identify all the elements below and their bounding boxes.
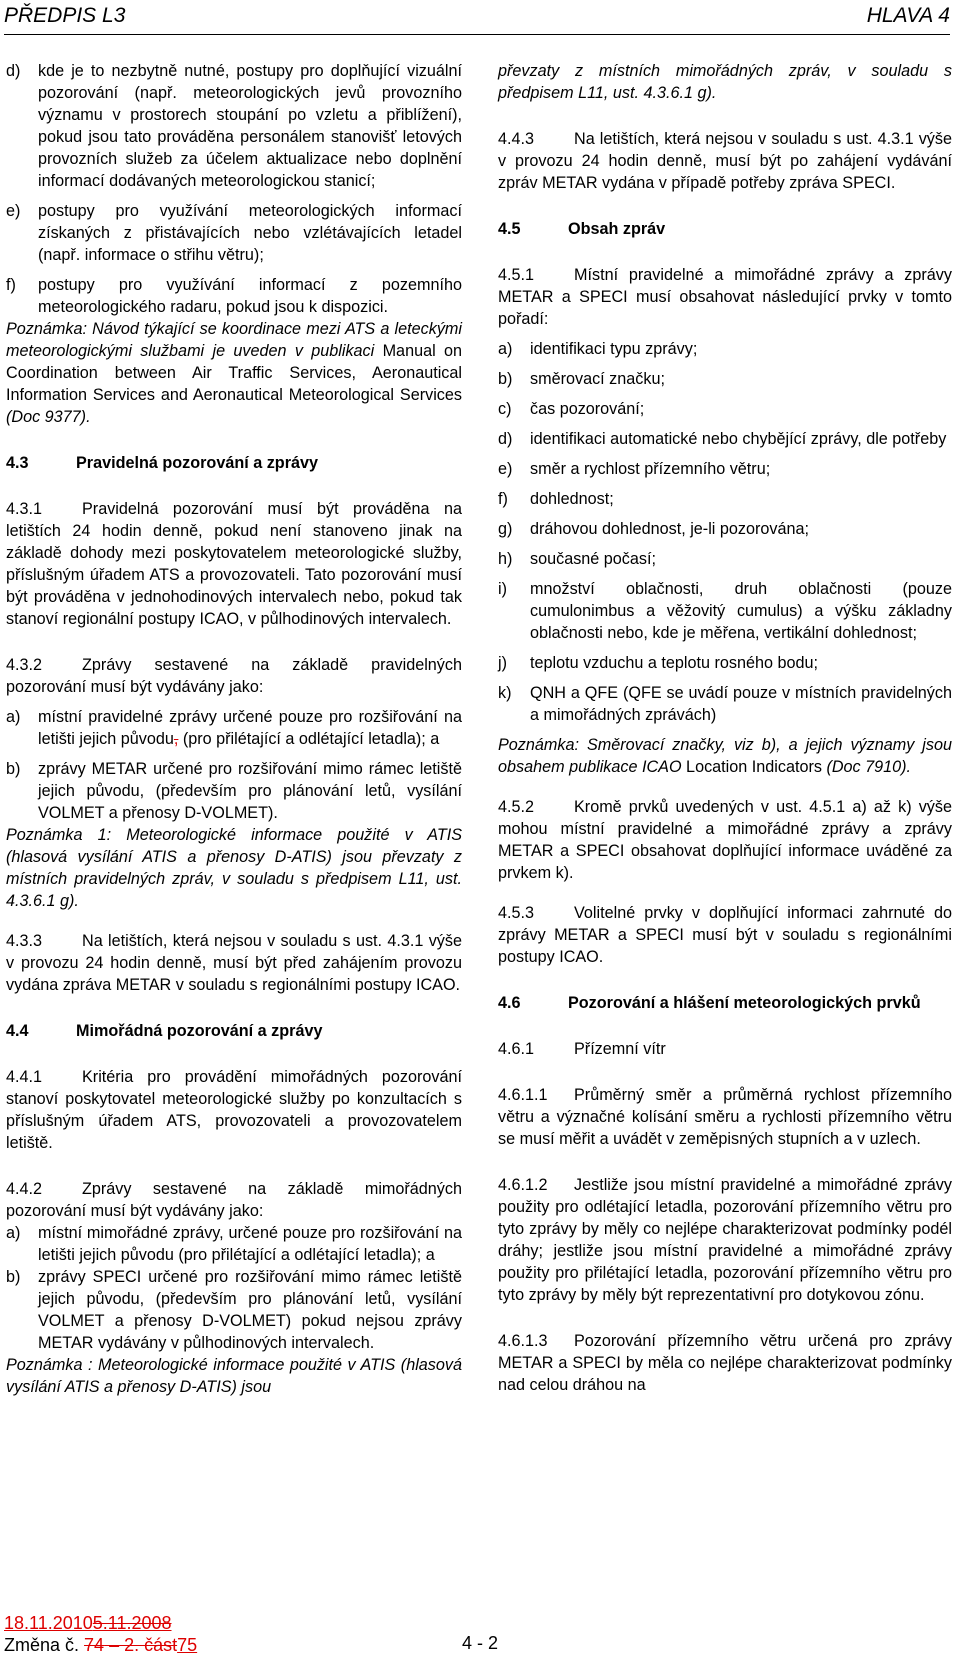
paragraph — [498, 1038, 952, 1060]
list-label: a) — [6, 708, 21, 726]
page-header — [4, 4, 950, 35]
list-item — [498, 652, 952, 674]
paragraph-number: 4.6.1.2 — [498, 1176, 548, 1194]
list-text: teplotu vzduchu a teplotu rosného bodu; — [530, 654, 818, 672]
paragraph-number: 4.5.1 — [498, 266, 535, 284]
section-heading — [6, 452, 462, 474]
list-text: současné počasí; — [530, 550, 656, 568]
list-text: identifikaci automatické nebo chybějící zprávy, dle potřeby — [530, 430, 947, 448]
paragraph-text: Volitelné prvky v doplňující informaci zahrnuté do zprávy METAR a SPECI musí být v souladu s regionálními postupy ICAO. — [498, 904, 952, 966]
list-text: QNH a QFE (QFE se uvádí pouze v místních pravidelných a mimořádných zprávách) — [530, 684, 952, 724]
list-text: místní mimořádné zprávy, určené pouze pro rozšiřování na letišti jejich původu (pro přilétající a odlétající letadla); a — [38, 1224, 462, 1264]
list-label: j) — [498, 654, 507, 672]
paragraph — [498, 796, 952, 884]
list-item — [6, 1266, 462, 1354]
paragraph-number: 4.3.1 — [6, 500, 43, 518]
list-label: d) — [498, 430, 513, 448]
section-heading — [498, 218, 952, 240]
amendment-new: 75 — [177, 1635, 198, 1655]
paragraph-number: 4.4.3 — [498, 130, 535, 148]
regulation-title: PŘEDPIS L3 — [4, 4, 126, 27]
list-item — [6, 274, 462, 318]
amendment-prefix: Změna č. — [4, 1635, 85, 1655]
list-text: postupy pro využívání meteorologických informací získaných z přistávajících nebo vzlétávajících letadel (např. informace o střihu větru); — [38, 202, 462, 264]
section-number: 4.4 — [6, 1022, 29, 1040]
list-label: a) — [498, 340, 513, 358]
paragraph-text: Průměrný směr a průměrná rychlost přízemního větru a význačné kolísání směru a rychlosti přízemního větru se musí měřit a uvádět v zeměpisných stupních a v uzlech. — [498, 1086, 952, 1148]
list-label: a) — [6, 1224, 21, 1242]
note-italic: Poznámka: Směrovací značky, viz b), a jejich významy jsou obsahem publikace ICAO — [498, 736, 952, 776]
chapter-title: HLAVA 4 — [866, 4, 950, 27]
note-italic: Poznámka: Návod týkající se koordinace mezi ATS a leteckými meteorologickými službami je uveden v publikaci — [6, 320, 462, 360]
list-label: i) — [498, 580, 507, 598]
section-title: Obsah zpráv — [568, 220, 666, 238]
paragraph-number: 4.6.1 — [498, 1040, 535, 1058]
list-text: množství oblačnosti, druh oblačnosti (pouze cumulonimbus a věžovitý cumulus) a výšku základny oblačnosti nebo, kde je měřena, vertikální dohlednost; — [530, 580, 952, 642]
paragraph-text: Kromě prvků uvedených v ust. 4.5.1 a) až k) výše mohou místní pravidelné a mimořádné zprávy a zprávy METAR a SPECI obsahovat doplňující informace uváděné za prvkem k). — [498, 798, 952, 882]
note-paragraph — [498, 734, 952, 778]
list-text: směr a rychlost přízemního větru; — [530, 460, 771, 478]
paragraph-text: Pozorování přízemního větru určená pro zprávy METAR a SPECI by měla co nejlépe charakterizovat podmínky nad celou dráhou na — [498, 1332, 952, 1394]
list-item — [6, 706, 462, 750]
paragraph-text: Zprávy sestavené na základě mimořádných pozorování musí být vydávány jako: — [6, 1180, 462, 1220]
list-text-part: (pro přilétající a odlétající letadla); a — [178, 730, 440, 748]
paragraph-number: 4.5.2 — [498, 798, 535, 816]
list-label: d) — [6, 62, 21, 80]
list-label: c) — [498, 400, 512, 418]
section-number: 4.3 — [6, 454, 29, 472]
revision-date — [4, 1612, 197, 1634]
list-item — [6, 758, 462, 824]
paragraph — [6, 498, 462, 630]
paragraph — [498, 128, 952, 194]
paragraph — [498, 1174, 952, 1306]
section-title: Pravidelná pozorování a zprávy — [76, 454, 318, 472]
paragraph-text: Zprávy sestavené na základě pravidelných pozorování musí být vydávány jako: — [6, 656, 462, 696]
doc-ref: (Doc 9377). — [6, 408, 91, 426]
paragraph-text: Přízemní vítr — [574, 1040, 666, 1058]
page-footer — [4, 1612, 197, 1656]
note-paragraph: Poznámka 1: Meteorologické informace použité v ATIS (hlasová vysílání ATIS a přenosy D-ATIS) jsou převzaty z místních pravidelných zpráv, v souladu s předpisem L11, ust. 4.3.6.1 g). — [6, 826, 462, 910]
publication-title: Location Indicators — [681, 758, 822, 776]
list-text-part: místní pravidelné zprávy určené pouze pro rozšiřování na letišti jejich původu — [38, 708, 462, 748]
paragraph-number: 4.6.1.1 — [498, 1086, 548, 1104]
list-text: postupy pro využívání informací z pozemního meteorologického radaru, pokud jsou k dispozici. — [38, 276, 462, 316]
list-item — [498, 458, 952, 480]
paragraph-text: Na letištích, která nejsou v souladu s ust. 4.3.1 výše v provozu 24 hodin denně, musí být před zahájením provozu vydána zpráva METAR v souladu s regionálními postupy ICAO. — [6, 932, 462, 994]
date-new: 18.11.2010 — [4, 1613, 93, 1633]
section-title: Mimořádná pozorování a zprávy — [76, 1022, 323, 1040]
paragraph-number: 4.4.1 — [6, 1068, 43, 1086]
left-column — [6, 60, 462, 1398]
amendment-part: – 2. část — [104, 1635, 178, 1655]
paragraph-number: 4.5.3 — [498, 904, 535, 922]
list-label: f) — [498, 490, 508, 508]
list-item — [6, 1222, 462, 1266]
paragraph-text: Pravidelná pozorování musí být prováděna na letištích 24 hodin denně, pokud není stanoveno jinak na základě dohody mezi poskytovatelem meteorologické služby, příslušným úřadem ATS a provozovateli. Tato pozorování musí být prováděna v jednohodinových intervalech nebo, pokud tak stanoví regionální postupy ICAO, v půlhodinových intervalech. — [6, 500, 462, 628]
section-number: 4.6 — [498, 994, 521, 1012]
list-label: b) — [498, 370, 513, 388]
deleted-text: , — [173, 730, 179, 748]
note-paragraph: Poznámka : Meteorologické informace použité v ATIS (hlasová vysílání ATIS a přenosy D-ATIS) jsou — [6, 1356, 462, 1396]
paragraph-text: Kritéria pro provádění mimořádných pozorování stanoví poskytovatel meteorologické služby po konzultacích s příslušným úřadem ATS, provozovateli a provozovatelem letiště. — [6, 1068, 462, 1152]
list-text: zprávy METAR určené pro rozšiřování mimo rámec letiště jejich původu, (především pro plánování letů, vysílání VOLMET a přenosy D-VOLMET). — [38, 760, 462, 822]
right-column — [498, 60, 952, 1396]
list-label: h) — [498, 550, 513, 568]
list-item — [498, 428, 952, 450]
section-heading — [6, 1020, 462, 1042]
publication-title: Manual on Coordination between Air Traffic Services, Aeronautical Information Services and Aeronautical Meteorological Services — [6, 342, 463, 404]
paragraph — [6, 1066, 462, 1154]
paragraph — [498, 264, 952, 330]
paragraph — [498, 902, 952, 968]
list-item — [6, 200, 462, 266]
list-label: e) — [6, 202, 21, 220]
list-item — [498, 578, 952, 644]
list-label: f) — [6, 276, 16, 294]
list-text: čas pozorování; — [530, 400, 645, 418]
list-text: zprávy SPECI určené pro rozšiřování mimo rámec letiště jejich původu, (především pro plánování letů, vysílání VOLMET a přenosy D-VOLMET) pokud nejsou zprávy METAR vydávány v půlhodinových intervalech. — [38, 1268, 462, 1352]
paragraph-number: 4.3.2 — [6, 656, 43, 674]
list-text: identifikaci typu zprávy; — [530, 340, 698, 358]
note-paragraph — [6, 318, 462, 428]
list-label: k) — [498, 684, 512, 702]
list-text: směrovací značku; — [530, 370, 665, 388]
list-text: dráhovou dohlednost, je-li pozorována; — [530, 520, 809, 538]
doc-ref: (Doc 7910). — [821, 758, 912, 776]
section-title: Pozorování a hlášení meteorologických prvků — [568, 994, 921, 1012]
list-label: e) — [498, 460, 513, 478]
paragraph — [6, 930, 462, 996]
list-item — [498, 548, 952, 570]
section-number: 4.5 — [498, 220, 521, 238]
section-heading — [498, 992, 952, 1014]
paragraph-number: 4.3.3 — [6, 932, 43, 950]
page-number: 4 - 2 — [462, 1633, 499, 1653]
amendment-old: 74 — [84, 1635, 105, 1655]
list-item — [498, 518, 952, 540]
list-item — [6, 60, 462, 192]
list-label: g) — [498, 520, 513, 538]
paragraph — [6, 1178, 462, 1222]
list-item — [498, 682, 952, 726]
content-list — [498, 338, 952, 726]
list-item — [498, 338, 952, 360]
list-text: dohlednost; — [530, 490, 614, 508]
list-item — [498, 488, 952, 510]
paragraph — [498, 1084, 952, 1150]
paragraph-number: 4.6.1.3 — [498, 1332, 548, 1350]
list-label: b) — [6, 1268, 21, 1286]
paragraph-text: Jestliže jsou místní pravidelné a mimořádné zprávy použity pro odlétající letadla, pozorování přízemního větru pro tyto zprávy by měly co nejlépe charakterizovat podmínky podél dráhy; jestliže jsou místní pravidelné a mimořádné zprávy použity pro přilétající letadla, pozorování přízemního větru pro tyto zprávy by měly být reprezentativní pro dotykovou zónu. — [498, 1176, 952, 1304]
paragraph-text: Na letištích, která nejsou v souladu s ust. 4.3.1 výše v provozu 24 hodin denně, musí být po zahájení vydávání zpráv METAR vydána v případě potřeby zpráva SPECI. — [498, 130, 952, 192]
list-item — [498, 368, 952, 390]
paragraph — [498, 1330, 952, 1396]
list-item — [498, 398, 952, 420]
list-label: b) — [6, 760, 21, 778]
paragraph-number: 4.4.2 — [6, 1180, 43, 1198]
date-old: 5.11.2008 — [92, 1613, 172, 1633]
paragraph — [6, 654, 462, 698]
list-text: kde je to nezbytně nutné, postupy pro doplňující vizuální pozorování (např. meteorologických jevů provozního významu v prostorech stoupání po vzletu a přiblížení), pokud jsou tato prováděna personálem stanovišť letových provozních služeb za účelem aktualizace nebo doplnění informací dodávaných meteorologickou stanicí; — [38, 62, 462, 190]
paragraph-text: Místní pravidelné a mimořádné zprávy a zprávy METAR a SPECI musí obsahovat následující prvky v tomto pořadí: — [498, 266, 952, 328]
list-text — [38, 706, 462, 750]
note-continuation: převzaty z místních mimořádných zpráv, v souladu s předpisem L11, ust. 4.3.6.1 g). — [498, 62, 952, 102]
